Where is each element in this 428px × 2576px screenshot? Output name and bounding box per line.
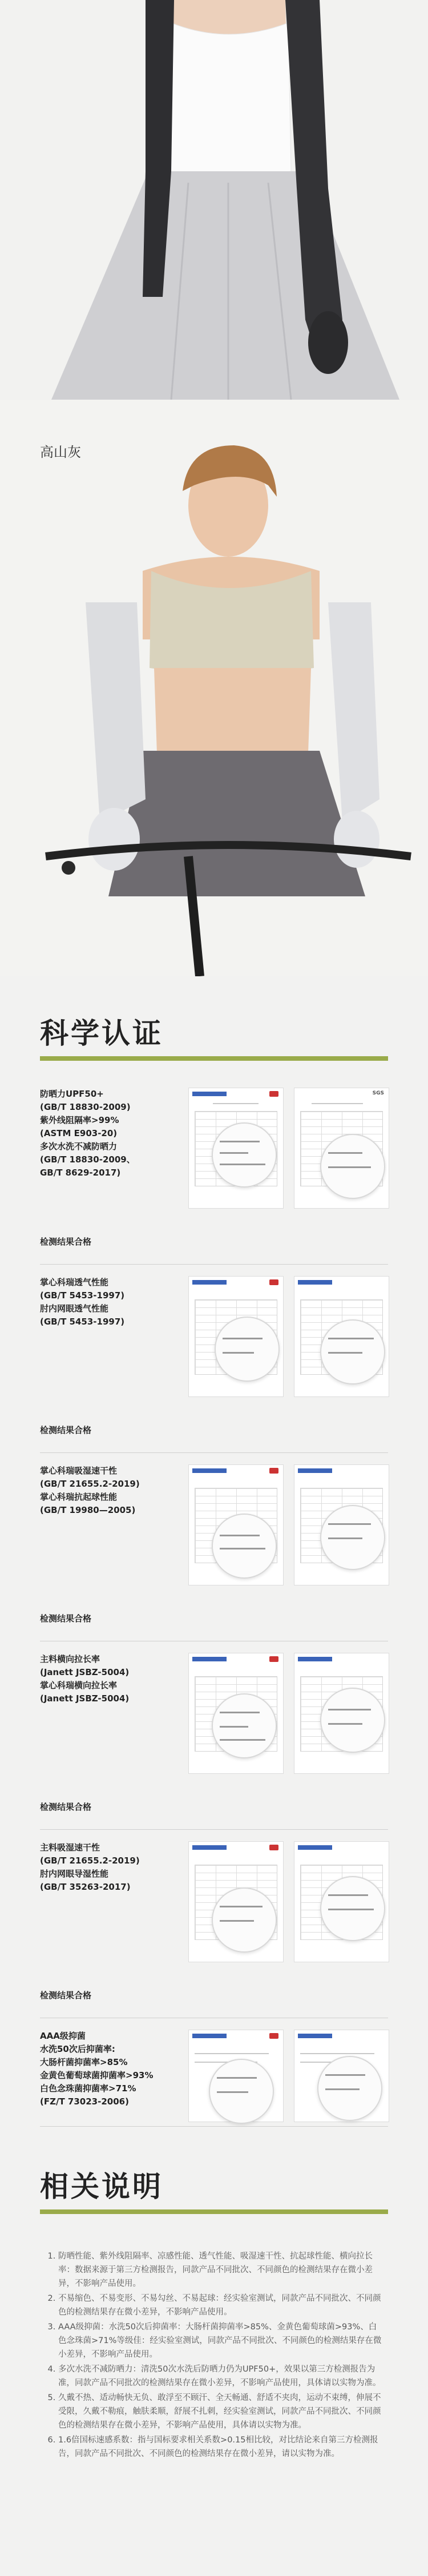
spec-line: 白色念珠菌抑菌率>71%: [40, 2083, 136, 2094]
spec-line: GB/T 8629-2017): [40, 1168, 121, 1178]
spec-line: (GB/T 18830-2009): [40, 1102, 131, 1112]
color-variant-label: 高山灰: [40, 444, 81, 460]
certification-item: [40, 1265, 388, 1453]
test-report-image: [294, 1088, 389, 1209]
cert-specs: [40, 2030, 183, 2108]
spec-line: (GB/T 5453-1997): [40, 1317, 125, 1327]
related-title: 相关说明: [40, 2170, 163, 2203]
spec-line: (FZ/T 73023-2006): [40, 2096, 129, 2107]
spec-line: 水洗50次后抑菌率:: [40, 2044, 115, 2054]
spec-line: 防晒力UPF50+: [40, 1089, 104, 1099]
spec-line: 主料横向拉长率: [40, 1654, 100, 1664]
cert-specs: [40, 1841, 183, 1894]
note-item: 1. 防晒性能、紫外线阻隔率、凉感性能、透气性能、吸湿速干性、抗起球性能、横向拉长率：数据来源于第三方检测报告，同款产品不同批次、不同颜色的检测结果存在微小差异，不影响产品使用。: [58, 2249, 383, 2291]
spec-line: (ASTM E903-20): [40, 1128, 118, 1138]
spec-line: 肘内网眼导湿性能: [40, 1869, 109, 1879]
test-report-image: [294, 1464, 389, 1585]
test-report-image: [188, 2030, 284, 2122]
cert-specs: [40, 1653, 183, 1705]
spec-line: (GB/T 35263-2017): [40, 1882, 131, 1892]
related-notes-list: [47, 2249, 383, 2462]
test-report-image: [188, 1653, 284, 1774]
cert-result: 检测结果合格: [40, 1613, 92, 1624]
spec-line: 金黄色葡萄球菌抑菌率>93%: [40, 2070, 154, 2080]
spec-line: (GB/T 21655.2-2019): [40, 1855, 140, 1866]
product-photo-black-sleeves: [0, 0, 428, 400]
cert-result: 检测结果合格: [40, 1237, 92, 1247]
note-item: 4. 多次水洗不减防晒力：清洗50次水洗后防晒力仍为UPF50+，效果以第三方检测报告为准，同款产品不同批次的检测结果存在微小差异，不影响产品使用，具体请以实物为准。: [58, 2362, 383, 2390]
note-item: 3. AAA级抑菌：水洗50次后抑菌率：大肠杆菌抑菌率>85%、金黄色葡萄球菌>93%、白色念珠菌>71%等级佳：经实验室测试，同款产品不同批次、不同颜色的检测结果存在微小差异，不影响产品使用。: [58, 2320, 383, 2361]
test-report-image: [294, 2030, 389, 2122]
spec-line: 掌心科瑞透气性能: [40, 1277, 109, 1287]
related-notes-section: [0, 2130, 428, 2576]
spec-line: (GB/T 5453-1997): [40, 1290, 125, 1301]
spec-line: 大肠杆菌抑菌率>85%: [40, 2057, 128, 2067]
sgs-logo: SGS: [372, 1090, 384, 1096]
certification-item: [40, 1830, 388, 2018]
science-title: 科学认证: [40, 1017, 163, 1050]
cert-specs: [40, 1276, 183, 1329]
test-report-image: [294, 1653, 389, 1774]
note-item: 2. 不易缩色、不易变形、不易勾丝、不易起球：经实验室测试，同款产品不同批次、不同颜色的检测结果存在微小差异，不影响产品使用。: [58, 2292, 383, 2319]
cert-result: 检测结果合格: [40, 1802, 92, 1812]
science-certification-section: [0, 976, 428, 2130]
spec-line: 多次水洗不减防晒力: [40, 1141, 118, 1152]
spec-line: 肘内网眼透气性能: [40, 1303, 109, 1314]
row-divider: [40, 2126, 388, 2127]
spec-line: (GB/T 21655.2-2019): [40, 1479, 140, 1489]
certification-item: [40, 1641, 388, 1830]
spec-line: (Janett JSBZ-5004): [40, 1693, 130, 1704]
test-report-image: [188, 1276, 284, 1397]
test-report-image: [294, 1841, 389, 1962]
spec-line: 紫外线阻隔率>99%: [40, 1115, 119, 1125]
cert-specs: [40, 1464, 183, 1517]
spec-line: (Janett JSBZ-5004): [40, 1667, 130, 1677]
cert-result: 检测结果合格: [40, 1990, 92, 2001]
spec-line: 掌心科瑞吸湿速干性: [40, 1466, 118, 1476]
spec-line: 掌心科瑞横向拉长率: [40, 1680, 118, 1690]
related-title-bar: [40, 2209, 388, 2214]
test-report-image: [294, 1276, 389, 1397]
science-title-bar: [40, 1056, 388, 1061]
cert-specs: [40, 1088, 183, 1180]
certification-item: [40, 2018, 388, 2127]
model-illustration-grey: [0, 400, 428, 976]
certification-item: [40, 1076, 388, 1265]
note-item: 6. 1.6倍国标速感系数：指与国标要求相关系数>0.15相比较，对比结论来自第三方检测报告，同款产品不同批次、不同颜色的检测结果存在微小差异，请以实物为准。: [58, 2433, 383, 2461]
spec-line: (GB/T 19980—2005): [40, 1505, 136, 1515]
spec-line: (GB/T 18830-2009、: [40, 1154, 135, 1165]
note-item: 5. 久戴不热、适动畅快无负、敢浮至不顾汗、全天畅通、舒适不夹肉，运动不束缚，伸展不受限，久戴不勒痕，触肤柔顺，舒展不扎刺，经实验室测试，同款产品不同批次、不同颜色的检测结果存在微小差异，不影响产品使用，具体请以实物为准。: [58, 2391, 383, 2432]
certification-item: [40, 1453, 388, 1641]
test-report-image: [188, 1088, 284, 1209]
spec-line: 主料吸湿速干性: [40, 1842, 100, 1853]
cert-result: 检测结果合格: [40, 1425, 92, 1435]
spec-line: 掌心科瑞抗起球性能: [40, 1492, 118, 1502]
model-illustration-black: [0, 0, 428, 400]
test-report-image: [188, 1464, 284, 1585]
test-report-image: [188, 1841, 284, 1962]
product-photo-grey-sleeves: [0, 400, 428, 976]
spec-line: AAA级抑菌: [40, 2031, 86, 2041]
